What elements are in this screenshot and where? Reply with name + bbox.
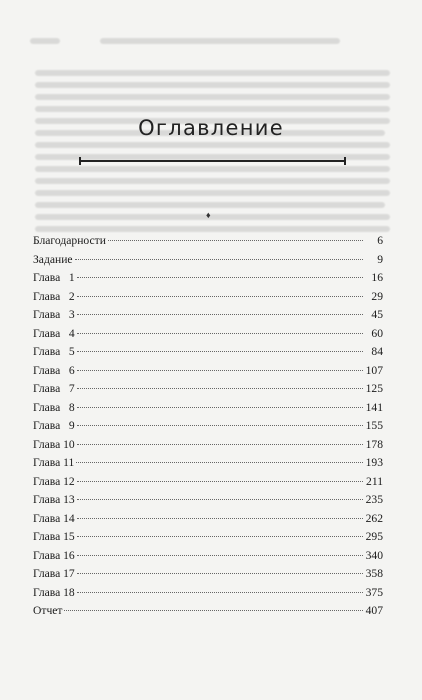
toc-entry [33,473,383,492]
dot-leader [77,592,363,593]
entry-label: Глава 6 [33,363,75,377]
entry-page-number: 60 [371,326,383,340]
entry-page-number: 45 [371,308,383,321]
entry-label: Глава 3 [33,308,75,321]
toc-entry [33,510,383,529]
entry-label: Глава 9 [33,419,75,432]
toc-entry [33,528,383,547]
entry-label: Глава 17 [33,567,75,580]
toc-list [33,232,383,621]
entry-page-number: 16 [371,271,383,284]
dot-leader [77,296,363,297]
entry-page-number: 125 [365,382,383,395]
toc-entry [33,602,383,621]
entry-page-number: 6 [377,234,383,247]
entry-label: Глава 7 [33,382,75,395]
entry-page-number: 84 [371,345,383,358]
toc-entry [33,362,383,381]
dot-leader [64,610,363,611]
dot-leader [77,333,363,334]
entry-page-number: 155 [365,419,383,432]
entry-label: Глава 16 [33,548,75,562]
entry-page-number: 193 [365,456,383,469]
entry-page-number: 235 [365,493,383,506]
toc-entry [33,565,383,584]
toc-entry [33,288,383,307]
entry-label: Глава 4 [33,326,75,340]
title-rule [79,156,346,166]
dot-leader [77,518,363,519]
dot-leader [77,444,363,445]
entry-label: Глава 11 [33,456,75,469]
toc-entry [33,417,383,436]
entry-page-number: 141 [365,400,383,414]
toc-title: Оглавление [138,116,284,140]
entry-label: Глава 5 [33,345,75,358]
dot-leader [77,536,363,537]
dot-leader [76,462,363,463]
dot-leader [77,573,363,574]
toc-entry [33,399,383,418]
entry-page-number: 407 [365,604,383,617]
dot-leader [77,481,363,482]
dot-leader [77,499,363,500]
toc-entry [33,232,383,251]
toc-entry [33,343,383,362]
entry-page-number: 178 [365,437,383,451]
dot-leader [77,425,363,426]
dot-leader [77,277,363,278]
entry-page-number: 211 [366,474,383,488]
entry-page-number: 340 [365,548,383,562]
toc-entry [33,269,383,288]
entry-label: Глава 8 [33,400,75,414]
entry-label: Задание [33,252,73,266]
toc-entry [33,306,383,325]
entry-page-number: 107 [365,363,383,377]
dot-leader [77,407,363,408]
entry-page-number: 295 [365,530,383,543]
entry-label: Отчет [33,604,63,617]
toc-entry [33,547,383,566]
toc-entry [33,491,383,510]
entry-label: Благодарности [33,234,106,247]
dot-leader [77,388,363,389]
toc-entry [33,436,383,455]
dot-leader [75,259,363,260]
toc-entry [33,325,383,344]
entry-page-number: 262 [365,511,383,525]
entry-label: Глава 15 [33,530,75,543]
diamond-ornament-icon: ♦ [206,210,211,220]
dot-leader [77,314,363,315]
entry-label: Глава 13 [33,493,75,506]
toc-entry [33,380,383,399]
dot-leader [108,240,363,241]
toc-entry [33,251,383,270]
entry-label: Глава 14 [33,511,75,525]
entry-page-number: 375 [365,585,383,599]
entry-page-number: 9 [377,252,383,266]
entry-page-number: 29 [371,289,383,303]
dot-leader [77,351,363,352]
entry-label: Глава 1 [33,271,75,284]
entry-label: Глава 12 [33,474,75,488]
dot-leader [77,370,363,371]
entry-label: Глава 2 [33,289,75,303]
entry-label: Глава 10 [33,437,75,451]
toc-entry [33,584,383,603]
dot-leader [77,555,363,556]
entry-page-number: 358 [365,567,383,580]
toc-entry [33,454,383,473]
entry-label: Глава 18 [33,585,75,599]
